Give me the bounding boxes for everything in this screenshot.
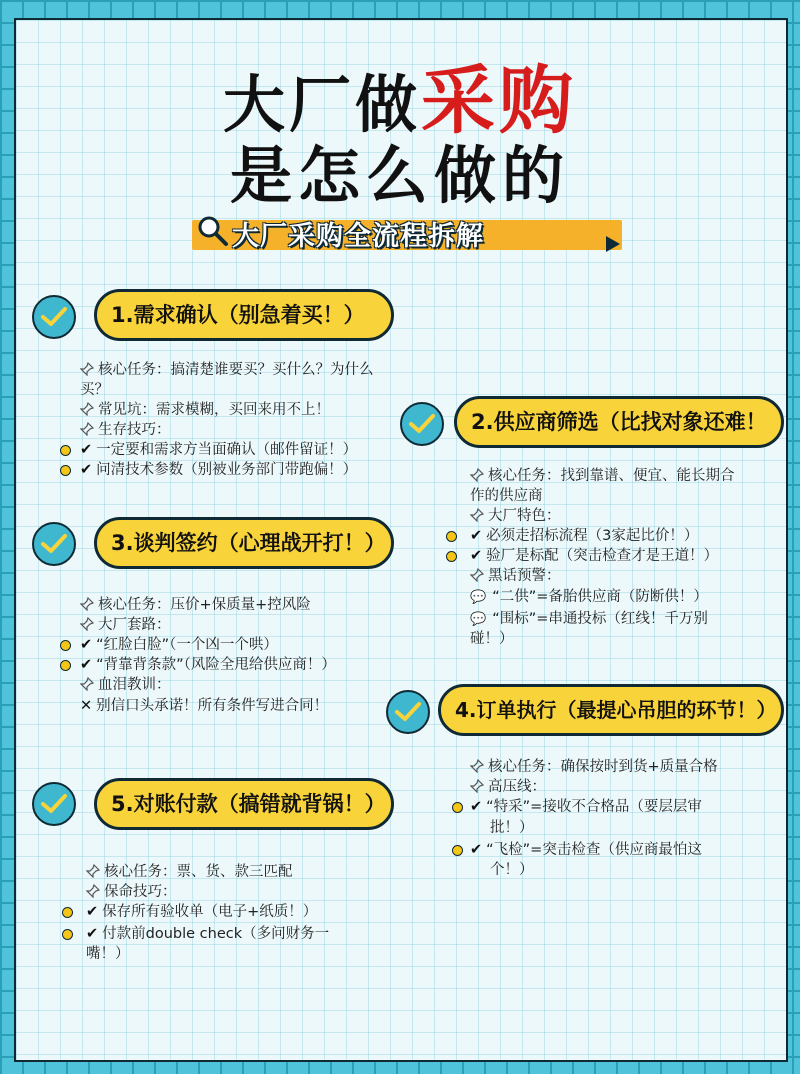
bullet-dot bbox=[452, 845, 463, 856]
pushpin-icon bbox=[470, 468, 484, 482]
speech-bubble-icon: 💬 bbox=[470, 590, 487, 605]
list-item: 碰！） bbox=[470, 631, 514, 647]
item-text: 别信口头承诺！所有条件写进合同！ bbox=[96, 698, 329, 714]
section-5-heading: 5.对账付款（搞错就背锅！） bbox=[94, 778, 394, 830]
item-text: “特采”=接收不合格品（要层层审 bbox=[486, 799, 702, 815]
pushpin-icon bbox=[80, 597, 94, 611]
pushpin-icon bbox=[470, 759, 484, 773]
list-item bbox=[470, 840, 702, 860]
list-item bbox=[470, 506, 561, 526]
list-item bbox=[470, 777, 546, 797]
item-text: 付款前double check（多问财务一 bbox=[102, 926, 330, 942]
subtitle-text: 大厂采购全流程拆解 bbox=[232, 221, 484, 252]
item-text: 核心任务：压价+保质量+控风险 bbox=[98, 597, 311, 613]
list-item bbox=[80, 400, 330, 420]
list-item bbox=[80, 460, 357, 480]
list-item bbox=[80, 440, 357, 460]
item-text: “围标”=串通投标（红线！千万别 bbox=[492, 611, 708, 627]
list-item bbox=[86, 924, 329, 944]
section-2-heading: 2.供应商筛选（比找对象还难！ bbox=[454, 396, 784, 448]
bullet-dot bbox=[60, 445, 71, 456]
list-item bbox=[86, 902, 317, 922]
checkmark-icon: ✔ bbox=[86, 904, 99, 920]
item-text: “飞检”=突击检查（供应商最怕这 bbox=[486, 842, 702, 858]
item-text: “背靠背条款”（风险全甩给供应商！） bbox=[96, 657, 336, 673]
item-text: 验厂是标配（突击检查才是王道！） bbox=[486, 548, 719, 564]
list-item bbox=[80, 615, 171, 635]
list-item bbox=[470, 466, 735, 486]
list-item bbox=[80, 420, 171, 440]
list-item bbox=[470, 587, 708, 608]
list-item bbox=[470, 609, 708, 630]
item-text: 保命技巧： bbox=[104, 884, 177, 900]
item-text: 生存技巧： bbox=[98, 422, 171, 438]
checkmark-icon: ✔ bbox=[80, 657, 93, 673]
list-item: 作的供应商 bbox=[470, 488, 543, 504]
pushpin-icon bbox=[80, 677, 94, 691]
list-item bbox=[80, 635, 278, 655]
item-text: 大厂特色： bbox=[488, 508, 561, 524]
checkmark-icon: ✔ bbox=[470, 528, 483, 544]
pushpin-icon bbox=[80, 402, 94, 416]
bullet-dot bbox=[446, 551, 457, 562]
title-highlight: 采购 bbox=[421, 58, 577, 144]
checkmark-icon: ✔ bbox=[80, 637, 93, 653]
item-text: “红脸白脸”（一个凶一个哄） bbox=[96, 637, 278, 653]
bullet-dot bbox=[446, 531, 457, 542]
item-text: “二供”=备胎供应商（防断供！） bbox=[492, 589, 708, 605]
list-item bbox=[470, 526, 698, 546]
list-item bbox=[80, 655, 336, 675]
list-item bbox=[80, 360, 374, 380]
list-item bbox=[470, 566, 561, 586]
bullet-dot bbox=[60, 640, 71, 651]
item-text: 一定要和需求方当面确认（邮件留证！） bbox=[96, 442, 358, 458]
item-text: 核心任务：确保按时到货+质量合格 bbox=[488, 759, 718, 775]
bullet-dot bbox=[62, 929, 73, 940]
pushpin-icon bbox=[80, 617, 94, 631]
list-item bbox=[80, 696, 328, 716]
speech-bubble-icon: 💬 bbox=[470, 612, 487, 627]
page-title-line2: 是怎么做的 bbox=[229, 139, 570, 212]
list-item bbox=[470, 757, 718, 777]
item-text: 高压线： bbox=[488, 779, 546, 795]
item-text: 核心任务：搞清楚谁要买？买什么？为什么 bbox=[98, 362, 374, 378]
section-4-heading: 4.订单执行（最提心吊胆的环节！） bbox=[438, 684, 784, 736]
item-text: 黑话预警： bbox=[488, 568, 561, 584]
item-text: 必须走招标流程（3家起比价！） bbox=[486, 528, 699, 544]
pushpin-icon bbox=[80, 362, 94, 376]
pushpin-icon bbox=[86, 864, 100, 878]
item-text: 大厂套路： bbox=[98, 617, 171, 633]
play-triangle-icon bbox=[606, 236, 620, 252]
title-prefix: 大厂做 bbox=[222, 68, 421, 141]
list-item bbox=[86, 862, 293, 882]
pushpin-icon bbox=[80, 422, 94, 436]
item-text: 问清技术参数（别被业务部门带跑偏！） bbox=[96, 462, 358, 478]
pushpin-icon bbox=[470, 508, 484, 522]
check-icon bbox=[32, 295, 76, 339]
cross-icon: ✕ bbox=[80, 698, 93, 714]
checkmark-icon: ✔ bbox=[80, 442, 93, 458]
list-item: 个！） bbox=[490, 862, 534, 878]
bullet-dot bbox=[60, 660, 71, 671]
section-3-heading: 3.谈判签约（心理战开打！） bbox=[94, 517, 394, 569]
list-item: 买？ bbox=[80, 382, 109, 398]
bullet-dot bbox=[60, 465, 71, 476]
search-icon bbox=[196, 214, 230, 248]
pushpin-icon bbox=[86, 884, 100, 898]
list-item: 批！） bbox=[490, 820, 534, 836]
bullet-dot bbox=[62, 907, 73, 918]
check-icon bbox=[400, 402, 444, 446]
check-icon bbox=[32, 522, 76, 566]
checkmark-icon: ✔ bbox=[470, 799, 483, 815]
list-item: 嘴！） bbox=[86, 946, 130, 962]
pushpin-icon bbox=[470, 779, 484, 793]
checkmark-icon: ✔ bbox=[470, 548, 483, 564]
section-1-heading: 1.需求确认（别急着买！） bbox=[94, 289, 394, 341]
list-item bbox=[470, 797, 702, 817]
check-icon bbox=[386, 690, 430, 734]
checkmark-icon: ✔ bbox=[470, 842, 483, 858]
bullet-dot bbox=[452, 802, 463, 813]
checkmark-icon: ✔ bbox=[86, 926, 99, 942]
item-text: 常见坑：需求模糊，买回来用不上！ bbox=[98, 402, 330, 418]
item-text: 核心任务：票、货、款三匹配 bbox=[104, 864, 293, 880]
list-item bbox=[80, 595, 311, 615]
item-text: 血泪教训： bbox=[98, 677, 171, 693]
checkmark-icon: ✔ bbox=[80, 462, 93, 478]
list-item bbox=[80, 675, 171, 695]
check-icon bbox=[32, 782, 76, 826]
list-item bbox=[470, 546, 718, 566]
item-text: 核心任务：找到靠谱、便宜、能长期合 bbox=[488, 468, 735, 484]
item-text: 保存所有验收单（电子+纸质！） bbox=[102, 904, 318, 920]
pushpin-icon bbox=[470, 568, 484, 582]
list-item bbox=[86, 882, 177, 902]
